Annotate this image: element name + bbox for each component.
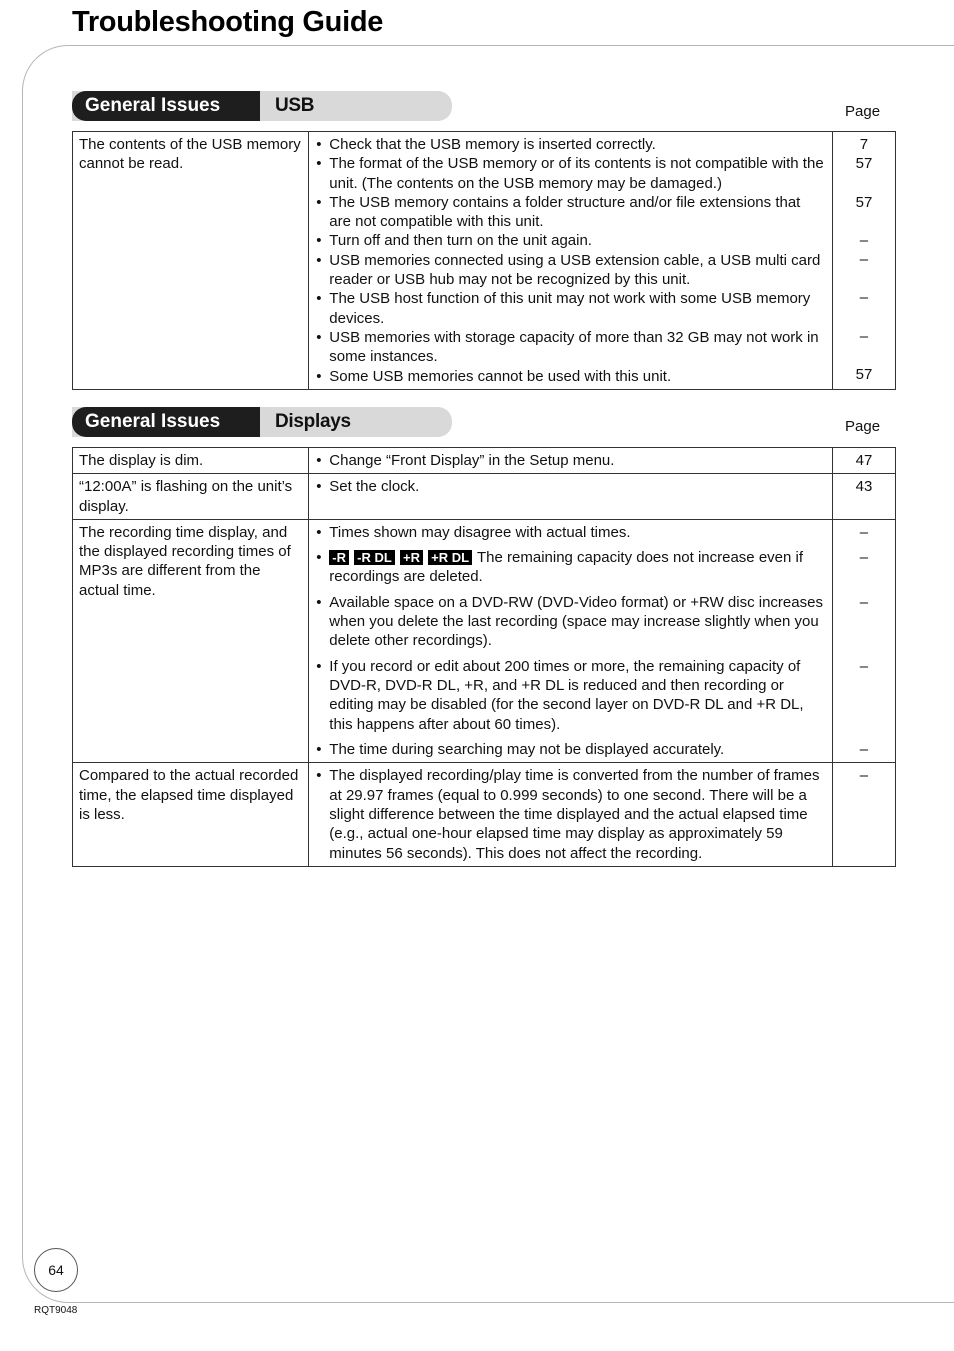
page-reference: –: [859, 289, 869, 307]
page-column-label: Page: [845, 418, 881, 435]
problem-cell: Compared to the actual recorded time, the elapsed time displayed is less.: [73, 763, 309, 866]
solution-item: • The USB memory contains a folder structure and/or file extensions that are not compatible with this unit.: [315, 193, 826, 232]
solution-item: • USB memories with storage capacity of more than 32 GB may not work in some instances.: [315, 328, 826, 367]
displays-issues-table: [72, 447, 896, 867]
page-reference: –: [859, 251, 869, 269]
solution-item: • Change “Front Display” in the Setup menu.: [315, 451, 826, 470]
section-subcategory-label: Displays: [275, 411, 351, 432]
table-row: [73, 448, 896, 474]
solution-item: • USB memories connected using a USB extension cable, a USB multi card reader or USB hub may not be recognized by this unit.: [315, 251, 826, 290]
solution-item: • Times shown may disagree with actual times.: [315, 523, 826, 542]
solution-item: [315, 548, 826, 587]
page-reference: –: [859, 231, 869, 249]
solution-item: • Some USB memories cannot be used with this unit.: [315, 367, 826, 386]
disc-badge-plus-r: +R: [400, 550, 423, 565]
page-reference-cell: [832, 763, 895, 866]
page-reference: –: [859, 523, 869, 541]
disc-badge-minus-r: -R: [329, 550, 349, 565]
page-reference: –: [859, 767, 869, 785]
usb-issues-table: [72, 131, 896, 390]
disc-badge-minus-r-dl: -R DL: [354, 550, 395, 565]
page-reference-cell: [832, 519, 895, 762]
page-reference: 57: [855, 366, 873, 384]
page-reference: –: [859, 594, 869, 612]
problem-cell: The recording time display, and the displayed recording times of MP3s are different from the actual time.: [73, 519, 309, 762]
section-subcategory-label: USB: [275, 95, 315, 116]
solution-cell: [309, 519, 833, 762]
page-reference-cell: [832, 474, 895, 520]
page-reference: 43: [855, 478, 873, 496]
problem-cell: The contents of the USB memory cannot be read.: [73, 132, 309, 390]
disc-badge-plus-r-dl: +R DL: [428, 550, 472, 565]
section-category-label: General Issues: [72, 91, 260, 121]
page-reference: –: [859, 657, 869, 675]
page-number: 64: [34, 1248, 78, 1292]
page-reference: –: [859, 327, 869, 345]
table-row: [73, 474, 896, 520]
page-column-label: Page: [845, 103, 881, 120]
problem-cell: “12:00A” is flashing on the unit’s display.: [73, 474, 309, 520]
page-reference: –: [859, 741, 869, 759]
solution-cell: [309, 448, 833, 474]
solution-item: • Set the clock.: [315, 477, 826, 496]
document-code: RQT9048: [34, 1305, 78, 1316]
solution-item: • The USB host function of this unit may not work with some USB memory devices.: [315, 289, 826, 328]
section-category-label: General Issues: [72, 407, 260, 437]
page-reference-cell: [832, 132, 895, 390]
page-title: Troubleshooting Guide: [72, 6, 384, 38]
solution-cell: [309, 474, 833, 520]
solution-item: • Available space on a DVD-RW (DVD-Video format) or +RW disc increases when you delete the last recording (space may increase slightly when you delete other recordings).: [315, 593, 826, 651]
table-row: [73, 132, 896, 390]
section-header-displays: [72, 407, 452, 437]
page-reference: 57: [855, 155, 873, 173]
table-row: [73, 763, 896, 866]
solution-item: • The time during searching may not be displayed accurately.: [315, 740, 826, 759]
page-reference: 47: [855, 452, 873, 469]
solution-item: • Turn off and then turn on the unit again.: [315, 231, 826, 250]
page-reference: 7: [859, 136, 869, 153]
solution-item: • The format of the USB memory or of its contents is not compatible with the unit. (The contents on the USB memory may be damaged.): [315, 154, 826, 193]
solution-item: • If you record or edit about 200 times or more, the remaining capacity of DVD-R, DVD-R DL, +R, and +R DL is reduced and then recording or editing may be disabled (for the second layer on DVD-R DL and +R DL, this happens after about 60 times).: [315, 657, 826, 734]
page-reference: 57: [855, 193, 873, 211]
problem-cell: The display is dim.: [73, 448, 309, 474]
solution-text: The remaining capacity does not increase even if recordings are deleted.: [329, 549, 804, 586]
solution-item: • Check that the USB memory is inserted correctly.: [315, 135, 826, 154]
page-reference-cell: [832, 448, 895, 474]
solution-cell: [309, 132, 833, 390]
solution-item: • The displayed recording/play time is converted from the number of frames at 29.97 frames (equal to 0.999 seconds) to one second. There will be a slight difference between the time displayed and the actual elapsed time (e.g., actual one-hour elapsed time may display as approximately 59 minutes 56 seconds). This does not affect the recording.: [315, 766, 826, 862]
page-reference: –: [859, 549, 869, 567]
table-row: [73, 519, 896, 762]
solution-cell: [309, 763, 833, 866]
section-header-usb: [72, 91, 452, 121]
